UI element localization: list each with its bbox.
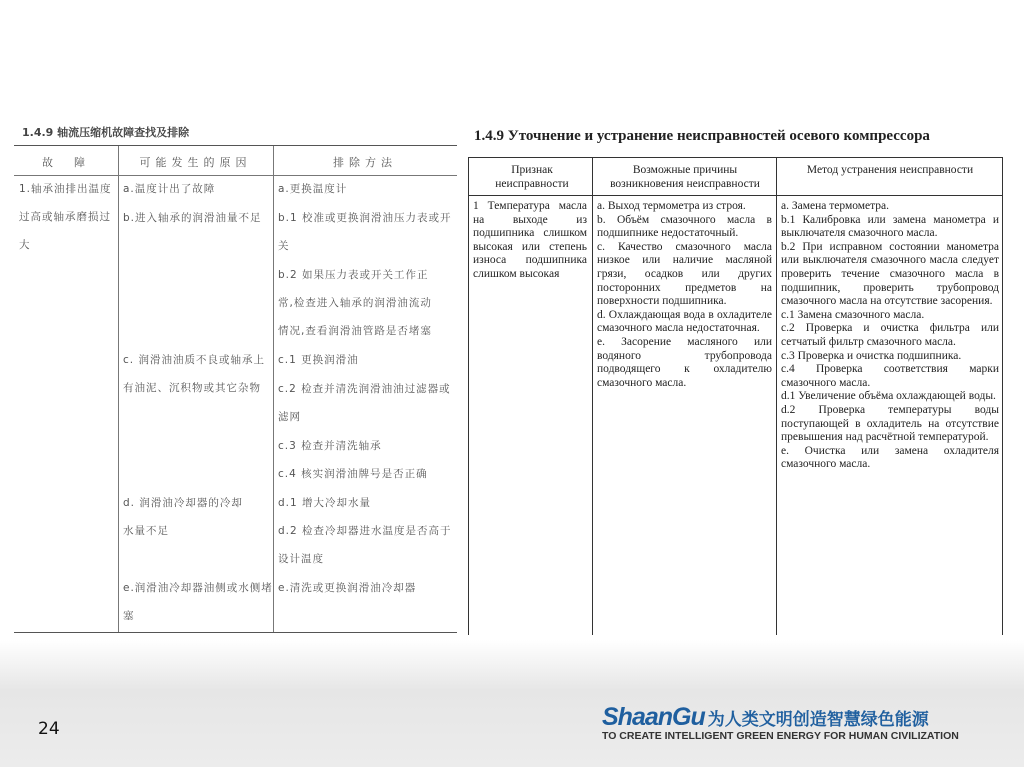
list-item: c. Качество смазочного масла низкое или наличие масляной грязи, осадков или других посторонних предметов на поверхности подшипника. (597, 240, 772, 308)
text-line: e.清洗或更换润滑油冷却器 (278, 582, 417, 594)
list-item (278, 517, 452, 573)
list-item: c.2 Проверка и очистка фильтра или сетчатый фильтр смазочного масла. (781, 322, 999, 348)
text-line: d.1 增大冷却水量 (278, 496, 372, 509)
column-divider (592, 158, 593, 635)
list-item: d. Охлаждающая вода в охладителе смазочного масла недостаточная. (597, 308, 772, 335)
list-item: a. Замена термометра. (781, 200, 890, 212)
list-item (278, 489, 371, 517)
text-line: 情况,查看润滑油管路是否堵塞 (278, 324, 432, 337)
text-line: 1.轴承油排出温度 (19, 183, 112, 195)
header-cause: 可能发生的原因 (139, 156, 252, 169)
russian-troubleshooting-table (468, 157, 1003, 635)
text-line: a.更换温度计 (278, 183, 348, 195)
fault-cell (19, 175, 112, 259)
text-line: a.温度计出了故障 (123, 183, 216, 195)
list-item (278, 574, 416, 602)
text-line: b.1 校准或更换润滑油压力表或开 (278, 211, 452, 224)
header-remedy: 排除方法 (333, 156, 397, 169)
text-line: 滤网 (278, 410, 301, 423)
text-line: d. 润滑油冷却器的冷却 (123, 496, 243, 509)
list-item (278, 460, 428, 488)
list-item: b.1 Калибровка или замена манометра и выключателя смазочного масла. (781, 213, 999, 240)
brand-name: ShaanGu (602, 703, 705, 731)
text-line: c.3 检查并清洗轴承 (278, 439, 382, 452)
text-line: e.润滑油冷却器油侧或水侧堵 (123, 582, 273, 594)
text-line: 设计温度 (278, 553, 324, 565)
text-line: 水量不足 (123, 524, 169, 537)
text-line: 塞 (123, 610, 135, 622)
text-line: 有油泥、沉积物或其它杂物 (123, 382, 261, 394)
list-item: e. Очистка или замена охладителя смазочного масла. (781, 444, 999, 471)
list-item: c.1 Замена смазочного масла. (781, 308, 925, 321)
column-divider (118, 146, 119, 632)
list-item: a. Выход термометра из строя. (597, 200, 746, 212)
text-line: 常,检查进入轴承的润滑油流动 (278, 296, 432, 309)
text-line: 关 (278, 239, 290, 252)
text-line: c.1 更换润滑油 (278, 354, 359, 366)
slogan-english: TO CREATE INTELLIGENT GREEN ENERGY FOR HUMAN CIVILIZATION (602, 730, 959, 742)
text-line: b.2 如果压力表或开关工作正 (278, 268, 429, 281)
header-fault: Признак неисправности (495, 164, 569, 190)
list-item: c.3 Проверка и очистка подшипника. (781, 349, 962, 362)
column-divider (776, 158, 777, 635)
text-line: b.进入轴承的润滑油量不足 (123, 211, 262, 224)
list-item (278, 175, 347, 203)
list-item: e. Засорение масляного или водяного трубопровода подводящего к охладителю смазочного масла. (597, 335, 772, 389)
header-remedy: Метод устранения неисправности (806, 164, 974, 176)
cause-column (597, 200, 772, 390)
company-logo (602, 703, 959, 742)
slogan-chinese: 为人类文明创造智慧绿色能源 (707, 710, 929, 730)
list-item (278, 375, 451, 431)
text-line: c. 润滑油油质不良或轴承上 (123, 354, 265, 366)
list-item (123, 489, 243, 545)
text-line: c.2 检查并清洗润滑油油过滤器或 (278, 382, 451, 395)
text-line: 过高或轴承磨损过 (19, 211, 111, 223)
list-item (278, 346, 359, 374)
header-fault: 故 障 (42, 156, 90, 169)
remedy-column (781, 200, 999, 472)
list-item (123, 175, 215, 203)
list-item (123, 204, 262, 232)
chinese-troubleshooting-table (14, 145, 457, 633)
list-item: b. Объём смазочного масла в подшипнике недостаточный. (597, 213, 772, 240)
list-item (278, 261, 432, 345)
list-item: d.1 Увеличение объёма охлаждающей воды. (781, 390, 996, 403)
header-cause: Возможные причины возникновения неисправности (610, 164, 760, 190)
list-item (278, 432, 382, 460)
fault-cell: 1 Температура масла на выходе из подшипника слишком высокая или степень износа подшипника слишком высокая (473, 200, 587, 280)
column-divider (273, 146, 274, 632)
text-line: 大 (19, 239, 31, 251)
list-item: c.4 Проверка соответствия марки смазочного масла. (781, 363, 999, 389)
text-line: d.2 检查冷却器进水温度是否高于 (278, 525, 452, 537)
list-item (123, 574, 273, 630)
page-number: 24 (38, 719, 60, 739)
list-item (278, 204, 452, 260)
list-item: d.2 Проверка температуры воды поступающей в охладитель на отсутствие превышения над расчётной температурой. (781, 403, 999, 444)
text-line: c.4 核实润滑油牌号是否正确 (278, 468, 428, 480)
chinese-section-title: 1.4.9 轴流压缩机故障查找及排除 (22, 126, 190, 139)
list-item (123, 346, 265, 402)
list-item: b.2 При исправном состоянии манометра или выключателя смазочного масла следует проверить течение смазочного масла в подшипник, проверить трубопровод смазочного масла на отсутствие засорения. (781, 240, 999, 308)
russian-section-title: 1.4.9 Уточнение и устранение неисправностей осевого компрессора (474, 128, 930, 144)
